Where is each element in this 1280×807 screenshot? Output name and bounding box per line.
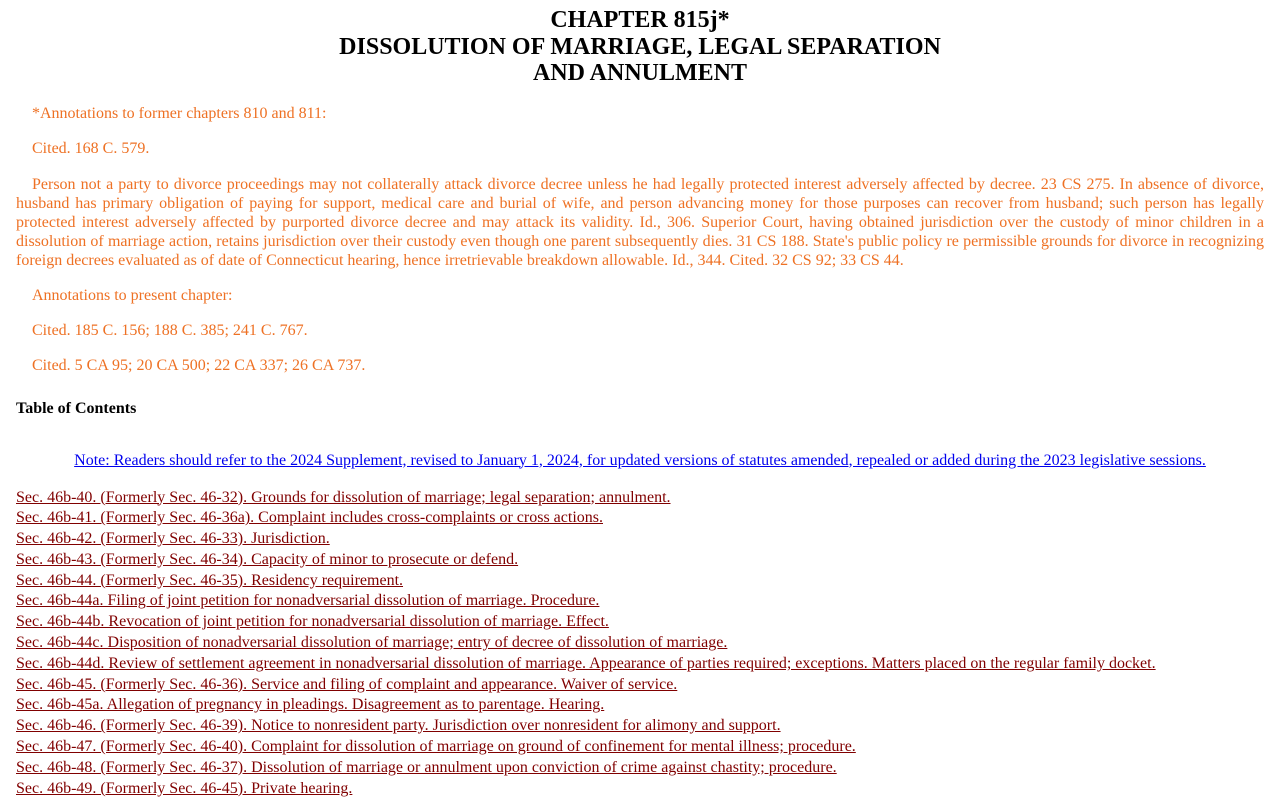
- section-link-46b-41[interactable]: Sec. 46b-41. (Formerly Sec. 46-36a). Complaint includes cross-complaints or cross actions.: [16, 509, 603, 527]
- chapter-number: CHAPTER 815j*: [550, 7, 730, 33]
- section-link-46b-46[interactable]: Sec. 46b-46. (Formerly Sec. 46-39). Notice to nonresident party. Jurisdiction over nonresident for alimony and support.: [16, 717, 781, 735]
- section-link-46b-44[interactable]: Sec. 46b-44. (Formerly Sec. 46-35). Residency requirement.: [16, 571, 404, 589]
- section-link-46b-44b[interactable]: Sec. 46b-44b. Revocation of joint petition for nonadversarial dissolution of marriage. Effect.: [16, 613, 609, 631]
- section-link-46b-44d[interactable]: Sec. 46b-44d. Review of settlement agreement in nonadversarial dissolution of marriage. Appearance of parties required; exceptions. Matters placed on the regular family docket.: [16, 654, 1156, 672]
- chapter-title-line-2: AND ANNULMENT: [532, 60, 747, 86]
- section-link-46b-43[interactable]: Sec. 46b-43. (Formerly Sec. 46-34). Capacity of minor to prosecute or defend.: [16, 550, 519, 568]
- supplement-note: [16, 451, 1264, 470]
- section-list: [16, 488, 1264, 800]
- present-annotations-cited-1: Cited. 185 C. 156; 188 C. 385; 241 C. 767.: [32, 321, 308, 339]
- table-of-contents-heading: Table of Contents: [16, 399, 137, 417]
- former-annotations-paragraph: Person not a party to divorce proceedings may not collaterally attack divorce decree unless he had legally protected interest adversely affected by decree. 23 CS 275. In absence of divorce, husband has primary obligation of paying for support, medical care and burial of wife, and person advancing money for those purposes can recover from husband; such person has legally protected interest adversely affected by purported divorce decree and may attack its validity. Id., 306. Superior Court, having obtained jurisdiction over the custody of minor children in a dissolution of marriage action, retains jurisdiction over their custody even though one parent subsequently dies. 31 CS 188. State's public policy re permissible grounds for divorce in recognizing foreign decrees evaluated as of date of Connecticut hearing, hence irretrievable breakdown allowable. Id., 344. Cited. 32 CS 92; 33 CS 44.: [16, 175, 1264, 269]
- section-link-46b-42[interactable]: Sec. 46b-42. (Formerly Sec. 46-33). Jurisdiction.: [16, 530, 330, 548]
- former-annotations-cited: Cited. 168 C. 579.: [32, 139, 150, 157]
- section-link-46b-44c[interactable]: Sec. 46b-44c. Disposition of nonadversarial dissolution of marriage; entry of decree of dissolution of marriage.: [16, 634, 728, 652]
- present-annotations-cited-2: Cited. 5 CA 95; 20 CA 500; 22 CA 337; 26 CA 737.: [32, 356, 366, 374]
- section-link-46b-48[interactable]: Sec. 46b-48. (Formerly Sec. 46-37). Dissolution of marriage or annulment upon conviction of crime against chastity; procedure.: [16, 758, 837, 776]
- present-annotations-heading: Annotations to present chapter:: [32, 286, 233, 304]
- former-annotations-heading: *Annotations to former chapters 810 and 811:: [32, 104, 327, 122]
- section-link-46b-40[interactable]: Sec. 46b-40. (Formerly Sec. 46-32). Grounds for dissolution of marriage; legal separation; annulment.: [16, 488, 671, 506]
- supplement-note-link[interactable]: Note: Readers should refer to the 2024 Supplement, revised to January 1, 2024, for updated versions of statutes amended, repealed or added during the 2023 legislative sessions.: [74, 451, 1206, 469]
- chapter-header: [16, 7, 1264, 87]
- section-link-46b-45a[interactable]: Sec. 46b-45a. Allegation of pregnancy in pleadings. Disagreement as to parentage. Hearing.: [16, 696, 605, 714]
- section-link-46b-45[interactable]: Sec. 46b-45. (Formerly Sec. 46-36). Service and filing of complaint and appearance. Waiver of service.: [16, 675, 678, 693]
- document-page: [0, 7, 1280, 799]
- section-link-46b-49[interactable]: Sec. 46b-49. (Formerly Sec. 46-45). Private hearing.: [16, 779, 353, 797]
- section-link-46b-47[interactable]: Sec. 46b-47. (Formerly Sec. 46-40). Complaint for dissolution of marriage on ground of confinement for mental illness; procedure.: [16, 738, 856, 756]
- section-link-46b-44a[interactable]: Sec. 46b-44a. Filing of joint petition for nonadversarial dissolution of marriage. Procedure.: [16, 592, 600, 610]
- chapter-title-line-1: DISSOLUTION OF MARRIAGE, LEGAL SEPARATION: [339, 33, 941, 60]
